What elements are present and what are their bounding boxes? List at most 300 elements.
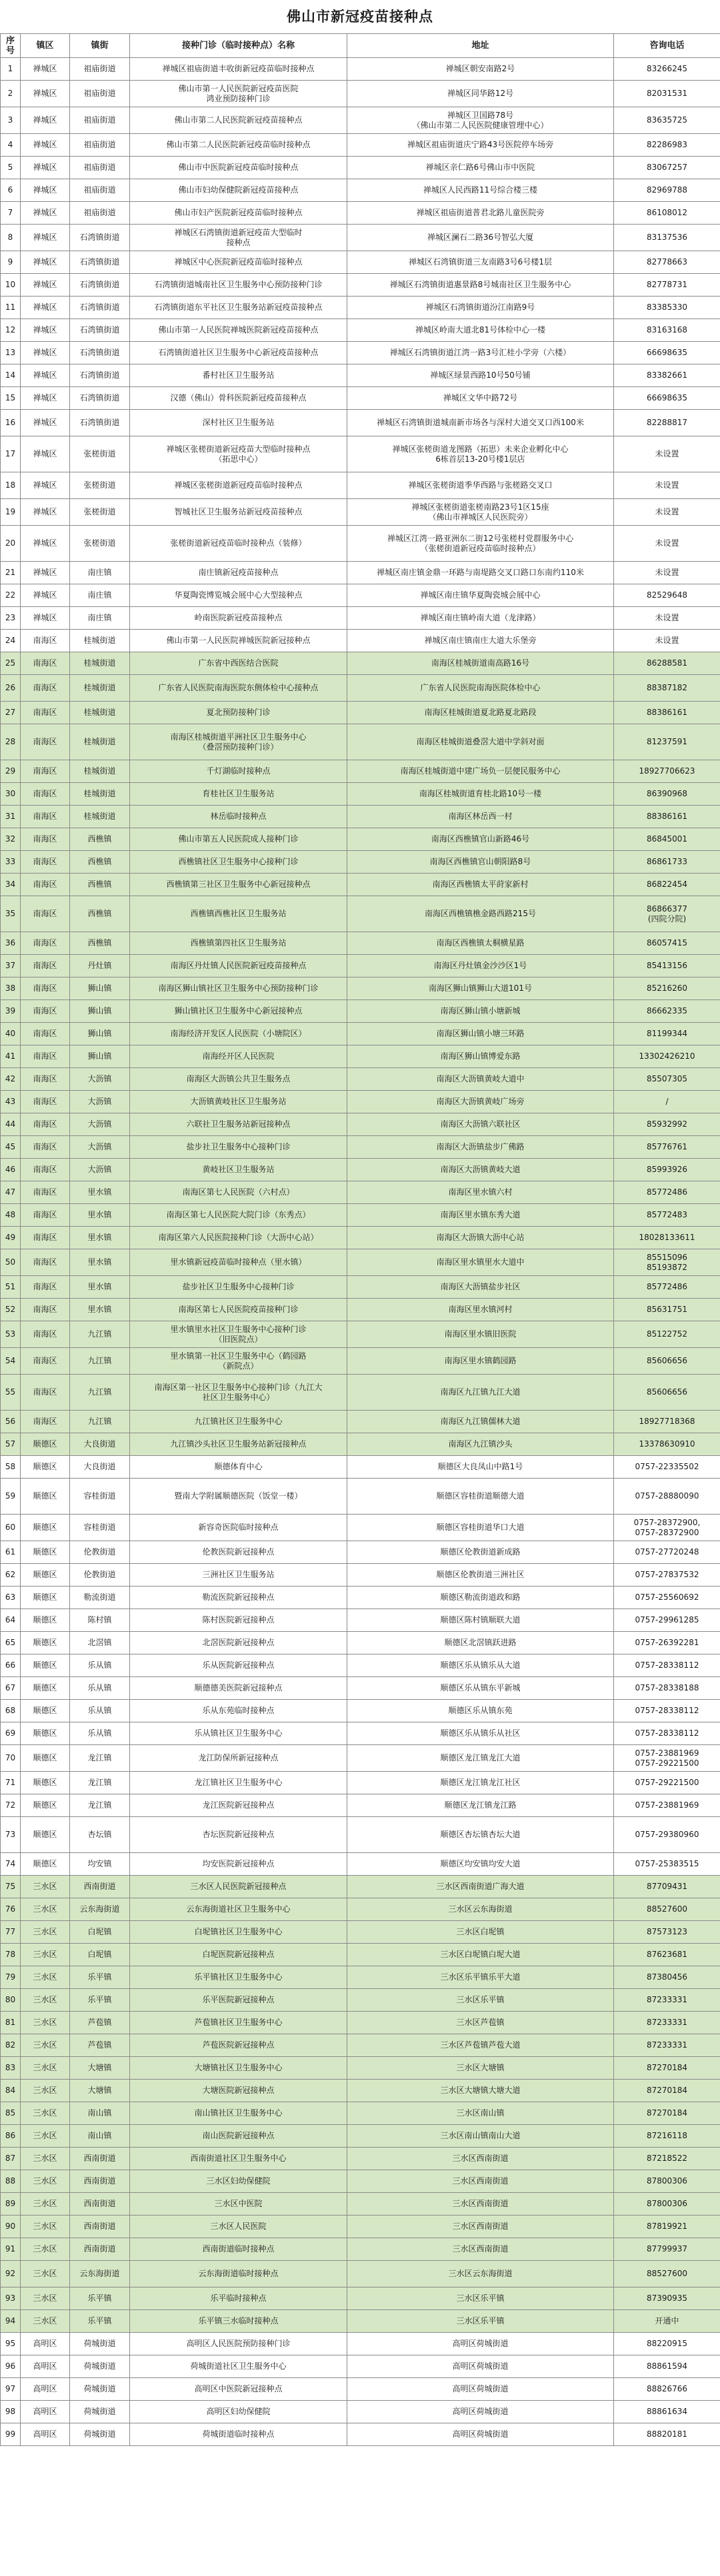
row-index: 90 [1,2216,21,2238]
site-name-cell: 乐平医院新冠接种点 [130,1989,347,2012]
phone-cell: 未设置 [614,436,720,472]
table-row [1,1204,720,1227]
table-row [1,1541,720,1564]
address-cell: 南海区九江镇沙头 [347,1433,614,1456]
address-cell: 南海区西樵镇樵金路西路215号 [347,896,614,932]
address-cell: 南海区里水镇里水大道中 [347,1249,614,1276]
address-cell: 禅城区南庄镇南庄大道大乐堡旁 [347,630,614,652]
phone-cell: 66698635 [614,342,720,364]
address-cell: 禅城区文华中路72号 [347,387,614,410]
table-row [1,1023,720,1045]
table-row [1,342,720,364]
phone-cell: 87233331 [614,2034,720,2057]
town-cell: 荷城街道 [70,2355,130,2378]
phone-cell: 87380456 [614,1966,720,1989]
address-cell: 顺德区陈村镇顺联大道 [347,1609,614,1632]
site-name-cell: 南海区第一社区卫生服务中心接种门诊（九江大 社区卫生服务中心） [130,1375,347,1411]
site-name-cell: 乐平临时接种点 [130,2287,347,2310]
address-cell: 三水区西南街道广海大道 [347,1876,614,1898]
table-row [1,1817,720,1853]
table-row [1,828,720,851]
district-cell: 三水区 [21,2057,70,2080]
address-cell: 南海区里水镇东秀大道 [347,1204,614,1227]
site-name-cell: 智城社区卫生服务站新冠疫苗接种点 [130,499,347,526]
phone-cell: 86057415 [614,932,720,955]
site-name-cell: 禅城区张槎街道新冠疫苗临时接种点 [130,472,347,499]
phone-cell: 13302426210 [614,1045,720,1068]
site-name-cell: 杏坛医院新冠接种点 [130,1817,347,1853]
address-cell: 三水区云东海街道 [347,1898,614,1921]
address-cell: 顺德区大良凤山中路1号 [347,1456,614,1479]
address-cell: 三水区芦苞镇芦苞大道 [347,2034,614,2057]
district-cell: 南海区 [21,932,70,955]
phone-cell: 0757-27720248 [614,1541,720,1564]
town-cell: 乐平镇 [70,2287,130,2310]
phone-cell: 85606656 [614,1348,720,1375]
row-index: 84 [1,2080,21,2102]
site-name-cell: 新容奇医院临时接种点 [130,1515,347,1541]
address-cell: 禅城区张槎街道龙图路（拓思）未来企业孵化中心 6栋首层13-20号楼1层店 [347,436,614,472]
row-index: 39 [1,1000,21,1023]
row-index: 78 [1,1944,21,1966]
town-cell: 容桂街道 [70,1479,130,1515]
address-cell: 禅城区石湾镇街道三友南路3号6号楼1层 [347,251,614,274]
district-cell: 顺德区 [21,1654,70,1677]
phone-cell: 87390935 [614,2287,720,2310]
table-row [1,1433,720,1456]
town-cell: 石湾镇街道 [70,225,130,251]
town-cell: 云东海街道 [70,2261,130,2287]
row-index: 61 [1,1541,21,1564]
row-index: 87 [1,2148,21,2170]
site-name-cell: 南海经济开发区人民医院（小塘院区） [130,1023,347,1045]
address-cell: 禅城区石湾镇街道惠景路8号城南社区卫生服务中心 [347,274,614,297]
site-name-cell: 乐从医院新冠接种点 [130,1654,347,1677]
district-cell: 南海区 [21,1113,70,1136]
table-row [1,1411,720,1433]
town-cell: 石湾镇街道 [70,251,130,274]
district-cell: 禅城区 [21,342,70,364]
site-name-cell: 西樵镇社区卫生服务中心接种门诊 [130,851,347,874]
site-name-cell: 南海区桂城街道平洲社区卫生服务中心 （叠滘预防接种门诊） [130,724,347,760]
district-cell: 高明区 [21,2378,70,2401]
district-cell: 三水区 [21,2238,70,2261]
table-row [1,806,720,828]
district-cell: 顺德区 [21,1772,70,1794]
row-index: 6 [1,179,21,202]
district-cell: 顺德区 [21,1456,70,1479]
district-cell: 三水区 [21,2102,70,2125]
row-index: 32 [1,828,21,851]
district-cell: 三水区 [21,1876,70,1898]
row-index: 24 [1,630,21,652]
district-cell: 南海区 [21,1249,70,1276]
address-cell: 顺德区均安镇均安大道 [347,1853,614,1876]
site-name-cell: 北滘医院新冠接种点 [130,1632,347,1654]
row-index: 49 [1,1227,21,1249]
table-row [1,1944,720,1966]
phone-cell: 85507305 [614,1068,720,1091]
town-cell: 乐从镇 [70,1722,130,1745]
district-cell: 南海区 [21,874,70,896]
table-row [1,1722,720,1745]
address-cell: 南海区西樵镇官山朝阳路8号 [347,851,614,874]
row-index: 40 [1,1023,21,1045]
phone-cell: 83137536 [614,225,720,251]
phone-cell: 85776761 [614,1136,720,1159]
town-cell: 丹灶镇 [70,955,130,977]
site-name-cell: 暨南大学附属顺德医院（饭堂一楼） [130,1479,347,1515]
district-cell: 高明区 [21,2333,70,2355]
phone-cell: 0757-28338112 [614,1654,720,1677]
table-row [1,2170,720,2193]
table-row [1,1479,720,1515]
phone-cell: 83266245 [614,58,720,81]
table-row [1,2125,720,2148]
address-cell: 禅城区同华路12号 [347,81,614,107]
district-cell: 顺德区 [21,1700,70,1722]
address-cell: 南海区大沥镇盐步社区 [347,1276,614,1299]
town-cell: 芦苞镇 [70,2012,130,2034]
table-row [1,702,720,724]
table-row [1,1227,720,1249]
town-cell: 狮山镇 [70,977,130,1000]
district-cell: 禅城区 [21,58,70,81]
town-cell: 九江镇 [70,1348,130,1375]
phone-cell: 未设置 [614,526,720,562]
district-cell: 禅城区 [21,297,70,319]
row-index: 9 [1,251,21,274]
phone-cell: 未设置 [614,472,720,499]
town-cell: 张槎街道 [70,472,130,499]
town-cell: 大沥镇 [70,1136,130,1159]
site-name-cell: 华夏陶瓷博览城会展中心大型接种点 [130,584,347,607]
town-cell: 西南街道 [70,2148,130,2170]
site-name-cell: 石湾镇街道城南社区卫生服务中心预防接种门诊 [130,274,347,297]
table-row [1,134,720,157]
town-cell: 大塘镇 [70,2080,130,2102]
town-cell: 乐平镇 [70,1989,130,2012]
district-cell: 禅城区 [21,472,70,499]
town-cell: 张槎街道 [70,499,130,526]
table-row [1,1276,720,1299]
table-row [1,1375,720,1411]
row-index: 66 [1,1654,21,1677]
site-name-cell: 里水镇第一社区卫生服务中心（鹤园路 （新院点） [130,1348,347,1375]
town-cell: 南山镇 [70,2102,130,2125]
address-cell: 广东省人民医院南海医院体检中心 [347,675,614,702]
phone-cell: 85993926 [614,1159,720,1181]
district-cell: 禅城区 [21,499,70,526]
site-name-cell: 南海区第六人民医院接种门诊（大沥中心站） [130,1227,347,1249]
table-row [1,1045,720,1068]
town-cell: 桂城街道 [70,675,130,702]
header-town: 镇街 [70,34,130,58]
site-name-cell: 三水区妇幼保健院 [130,2170,347,2193]
address-cell: 南海区西樵镇太平莳家新村 [347,874,614,896]
phone-cell: 88527600 [614,2261,720,2287]
phone-cell: 83163168 [614,319,720,342]
address-cell: 三水区乐平镇 [347,2310,614,2333]
row-index: 72 [1,1794,21,1817]
header-district: 镇区 [21,34,70,58]
town-cell: 乐从镇 [70,1654,130,1677]
site-name-cell: 岭南医院新冠疫苗接种点 [130,607,347,630]
town-cell: 桂城街道 [70,702,130,724]
table-row [1,179,720,202]
table-row [1,896,720,932]
address-cell: 三水区云东海街道 [347,2261,614,2287]
town-cell: 乐平镇 [70,1966,130,1989]
address-cell: 禅城区亲仁路6号佛山市中医院 [347,157,614,179]
town-cell: 祖庙街道 [70,107,130,134]
town-cell: 杏坛镇 [70,1817,130,1853]
table-row [1,387,720,410]
address-cell: 高明区荷城街道 [347,2333,614,2355]
phone-cell: 85932992 [614,1113,720,1136]
table-row [1,297,720,319]
district-cell: 南海区 [21,1204,70,1227]
district-cell: 南海区 [21,1411,70,1433]
site-name-cell: 育桂社区卫生服务站 [130,783,347,806]
row-index: 71 [1,1772,21,1794]
site-name-cell: 佛山市妇幼保健院新冠疫苗接种点 [130,179,347,202]
table-row [1,2333,720,2355]
phone-cell: 87573123 [614,1921,720,1944]
row-index: 18 [1,472,21,499]
table-row [1,1000,720,1023]
district-cell: 三水区 [21,1921,70,1944]
district-cell: 南海区 [21,1375,70,1411]
row-index: 43 [1,1091,21,1113]
town-cell: 乐从镇 [70,1677,130,1700]
row-index: 64 [1,1609,21,1632]
town-cell: 祖庙街道 [70,58,130,81]
district-cell: 南海区 [21,1091,70,1113]
table-body [1,58,720,2446]
header-phone: 咨询电话 [614,34,720,58]
phone-cell: 0757-23881969 0757-29221500 [614,1745,720,1772]
district-cell: 禅城区 [21,410,70,436]
site-name-cell: 云东海街道临时接种点 [130,2261,347,2287]
phone-cell: 87799937 [614,2238,720,2261]
table-row [1,202,720,225]
row-index: 4 [1,134,21,157]
site-name-cell: 佛山市第五人民医院成人接种门诊 [130,828,347,851]
district-cell: 南海区 [21,977,70,1000]
district-cell: 三水区 [21,2216,70,2238]
page-title: 佛山市新冠疫苗接种点 [287,9,433,25]
phone-cell: 88861594 [614,2355,720,2378]
address-cell: 三水区南山镇 [347,2102,614,2125]
district-cell: 顺德区 [21,1722,70,1745]
table-row [1,1113,720,1136]
row-index: 99 [1,2423,21,2446]
address-cell: 三水区白坭镇 [347,1921,614,1944]
site-name-cell: 佛山市中医院新冠疫苗临时接种点 [130,157,347,179]
district-cell: 禅城区 [21,157,70,179]
town-cell: 里水镇 [70,1181,130,1204]
row-index: 7 [1,202,21,225]
row-index: 73 [1,1817,21,1853]
table-row [1,364,720,387]
phone-cell: 18927706623 [614,760,720,783]
site-name-cell: 广东省中西医结合医院 [130,652,347,675]
district-cell: 高明区 [21,2355,70,2378]
district-cell: 三水区 [21,1966,70,1989]
site-name-cell: 南山镇社区卫生服务中心 [130,2102,347,2125]
phone-cell: 86861733 [614,851,720,874]
table-row [1,2238,720,2261]
address-cell: 禅城区朝安南路2号 [347,58,614,81]
site-name-cell: 禅城区石湾镇街道新冠疫苗大型临时 接种点 [130,225,347,251]
phone-cell: 18028133611 [614,1227,720,1249]
district-cell: 南海区 [21,1023,70,1045]
phone-cell: 83385330 [614,297,720,319]
site-name-cell: 佛山市第二人民医院新冠疫苗临时接种点 [130,134,347,157]
row-index: 80 [1,1989,21,2012]
address-cell: 南海区大沥镇盐步广佛路 [347,1136,614,1159]
phone-cell: 87270184 [614,2057,720,2080]
district-cell: 禅城区 [21,107,70,134]
site-name-cell: 九江镇社区卫生服务中心 [130,1411,347,1433]
district-cell: 南海区 [21,806,70,828]
table-row [1,2193,720,2216]
address-cell: 禅城区卫国路78号 （佛山市第二人民医院健康管理中心） [347,107,614,134]
row-index: 95 [1,2333,21,2355]
town-cell: 荷城街道 [70,2401,130,2423]
table-row [1,1745,720,1772]
phone-cell: 0757-28338112 [614,1700,720,1722]
site-name-cell: 禅城区祖庙街道丰收街新冠疫苗临时接种点 [130,58,347,81]
table-row [1,724,720,760]
address-cell: 禅城区人民西路11号综合楼三楼 [347,179,614,202]
row-index: 50 [1,1249,21,1276]
address-cell: 南海区里水镇鹤园路 [347,1348,614,1375]
town-cell: 石湾镇街道 [70,274,130,297]
phone-cell: 0757-28372900, 0757-28372900 [614,1515,720,1541]
site-name-cell: 石湾镇街道社区卫生服务中心新冠疫苗接种点 [130,342,347,364]
site-name-cell: 千灯湖临时接种点 [130,760,347,783]
town-cell: 里水镇 [70,1204,130,1227]
row-index: 27 [1,702,21,724]
district-cell: 禅城区 [21,81,70,107]
address-cell: 禅城区石湾镇街道汾江南路9号 [347,297,614,319]
site-name-cell: 张槎街道新冠疫苗临时接种点（装修） [130,526,347,562]
site-name-cell: 南海区大沥镇公共卫生服务点 [130,1068,347,1091]
district-cell: 顺德区 [21,1794,70,1817]
phone-cell: 0757-22335502 [614,1456,720,1479]
site-name-cell: 三水区人民医院新冠接种点 [130,1876,347,1898]
town-cell: 大沥镇 [70,1159,130,1181]
site-name-cell: 高明区人民医院预防接种门诊 [130,2333,347,2355]
site-name-cell: 六联社卫生服务站新冠接种点 [130,1113,347,1136]
address-cell: 南海区西樵镇官山新路46号 [347,828,614,851]
table-row [1,1321,720,1348]
table-row [1,2423,720,2446]
district-cell: 禅城区 [21,225,70,251]
town-cell: 石湾镇街道 [70,387,130,410]
town-cell: 陈村镇 [70,1609,130,1632]
table-row [1,2148,720,2170]
district-cell: 三水区 [21,2170,70,2193]
table-row [1,410,720,436]
table-row [1,1632,720,1654]
site-name-cell: 佛山市妇产医院新冠疫苗临时接种点 [130,202,347,225]
site-name-cell: 高明区中医院新冠接种点 [130,2378,347,2401]
row-index: 33 [1,851,21,874]
town-cell: 桂城街道 [70,630,130,652]
town-cell: 白坭镇 [70,1921,130,1944]
town-cell: 龙江镇 [70,1794,130,1817]
address-cell: 南海区里水镇河村 [347,1299,614,1321]
table-row [1,607,720,630]
phone-cell: 82031531 [614,81,720,107]
district-cell: 三水区 [21,2261,70,2287]
row-index: 92 [1,2261,21,2287]
address-cell: 三水区西南街道 [347,2148,614,2170]
phone-cell: 88220915 [614,2333,720,2355]
address-cell: 三水区西南街道 [347,2238,614,2261]
town-cell: 大良街道 [70,1433,130,1456]
phone-cell: 0757-25560692 [614,1587,720,1609]
district-cell: 顺德区 [21,1853,70,1876]
row-index: 5 [1,157,21,179]
address-cell: 南海区狮山镇狮山大道101号 [347,977,614,1000]
table-row [1,2080,720,2102]
district-cell: 三水区 [21,1989,70,2012]
phone-cell: 0757-28880090 [614,1479,720,1515]
address-cell: 南海区狮山镇小塘新城 [347,1000,614,1023]
district-cell: 禅城区 [21,319,70,342]
town-cell: 石湾镇街道 [70,364,130,387]
address-cell: 南海区大沥镇大沥中心站 [347,1227,614,1249]
site-name-cell: 南海区第七人民医院疫苗接种门诊 [130,1299,347,1321]
row-index: 77 [1,1921,21,1944]
table-row [1,157,720,179]
town-cell: 西樵镇 [70,932,130,955]
row-index: 98 [1,2401,21,2423]
row-index: 58 [1,1456,21,1479]
table-row [1,675,720,702]
site-name-cell: 西樵镇西樵社区卫生服务站 [130,896,347,932]
address-cell: 顺德区伦教街道新成路 [347,1541,614,1564]
phone-cell: 87233331 [614,2012,720,2034]
site-name-cell: 黄岐社区卫生服务站 [130,1159,347,1181]
row-index: 91 [1,2238,21,2261]
phone-cell: 87800306 [614,2193,720,2216]
row-index: 29 [1,760,21,783]
district-cell: 南海区 [21,1227,70,1249]
town-cell: 乐平镇 [70,2310,130,2333]
site-name-cell: 龙江镇社区卫生服务中心 [130,1772,347,1794]
row-index: 26 [1,675,21,702]
district-cell: 禅城区 [21,584,70,607]
vaccination-sites-table [0,33,720,2446]
row-index: 56 [1,1411,21,1433]
phone-cell: 87800306 [614,2170,720,2193]
site-name-cell: 西南街道临时接种点 [130,2238,347,2261]
town-cell: 乐从镇 [70,1700,130,1722]
town-cell: 均安镇 [70,1853,130,1876]
table-row [1,1772,720,1794]
site-name-cell: 顺德德美医院新冠接种点 [130,1677,347,1700]
district-cell: 禅城区 [21,364,70,387]
address-cell: 南海区桂城街道夏北路夏北路段 [347,702,614,724]
town-cell: 西樵镇 [70,874,130,896]
header-address: 地址 [347,34,614,58]
district-cell: 南海区 [21,955,70,977]
